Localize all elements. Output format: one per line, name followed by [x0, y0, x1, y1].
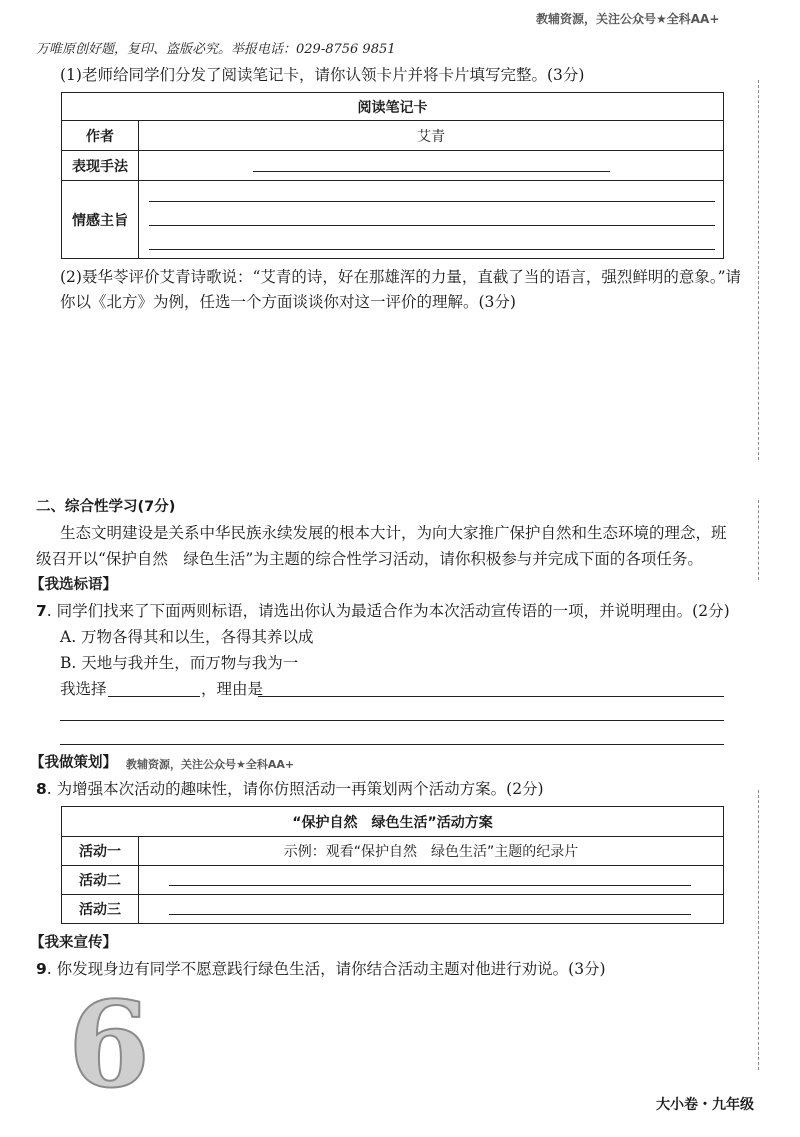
question-part2-line2: 你以《北方》为例，任选一个方面谈谈你对这一评价的理解。(3分)	[60, 293, 516, 311]
answer-space-q9[interactable]	[60, 986, 720, 1076]
question-9-text: . 你发现身边有同学不愿意践行绿色生活，请你结合活动主题对他进行劝说。(3分)	[46, 960, 606, 978]
tag-promote: 【我来宣传】	[30, 935, 117, 951]
plan-label-activity2: 活动二	[62, 866, 139, 895]
plan-table-title: “保护自然 绿色生活”活动方案	[62, 807, 724, 837]
section2-intro-line1: 生态文明建设是关系中华民族永续发展的根本大计，为向大家推广保护自然和生态环境的理念，班	[60, 524, 727, 542]
card-answer-technique[interactable]	[139, 151, 724, 181]
section2-heading: 二、综合性学习(7分)	[36, 499, 176, 515]
plan-answer-activity2[interactable]	[139, 866, 724, 895]
answer-space-part2[interactable]	[60, 320, 720, 480]
q7-reason-line2[interactable]	[60, 720, 724, 721]
page-number: 6	[68, 975, 151, 1114]
q7-reason-line3[interactable]	[60, 744, 724, 745]
margin-line	[758, 80, 759, 460]
card-title: 阅读笔记卡	[62, 93, 724, 121]
activity-plan-table	[61, 806, 724, 924]
footer-book-title: 大小卷・九年级	[656, 1097, 754, 1113]
card-label-theme: 情感主旨	[62, 181, 139, 259]
q7-choice-blank[interactable]	[108, 696, 200, 697]
plan-label-activity1: 活动一	[62, 837, 139, 866]
watermark-top-right: 教辅资源，关注公众号★全科AA+	[536, 12, 720, 26]
q7-reason-label: ，理由是	[201, 680, 264, 698]
question-7-text: . 同学们找来了下面两则标语，请选出你认为最适合作为本次活动宣传语的一项，并说明理由。(2分)	[46, 602, 730, 620]
plan-answer-activity3[interactable]	[139, 895, 724, 924]
tag-select-slogan: 【我选标语】	[30, 577, 117, 593]
q7-option-a[interactable]: A. 万物各得其和以生，各得其养以成	[60, 628, 314, 646]
watermark-inline: 教辅资源，关注公众号★全科AA+	[126, 758, 295, 771]
question-8-text: . 为增强本次活动的趣味性，请你仿照活动一再策划两个活动方案。(2分)	[46, 780, 544, 798]
section2-intro-line2: 级召开以“保护自然 绿色生活”为主题的综合性学习活动，请你积极参与并完成下面的各项任务。	[36, 550, 703, 568]
q7-reason-blank[interactable]	[258, 696, 724, 697]
card-label-technique: 表现手法	[62, 151, 139, 181]
margin-line	[758, 500, 759, 580]
card-value-author: 艾青	[139, 121, 724, 151]
plan-label-activity3: 活动三	[62, 895, 139, 924]
q7-choose-label: 我选择	[60, 680, 107, 698]
reading-note-card	[61, 92, 724, 259]
copyright-notice: 万唯原创好题，复印、盗版必究。举报电话：029-8756 9851	[36, 42, 396, 57]
question-7-number: 7	[36, 602, 47, 620]
tag-make-plan: 【我做策划】	[30, 755, 117, 771]
question-part2-line1: (2)聂华苓评价艾青诗歌说：“艾青的诗，好在那雄浑的力量，直截了当的语言，强烈鲜明的意象。”请	[60, 268, 742, 286]
plan-value-activity1: 示例：观看“保护自然 绿色生活”主题的纪录片	[139, 837, 724, 866]
card-label-author: 作者	[62, 121, 139, 151]
question-part1: (1)老师给同学们分发了阅读笔记卡，请你认领卡片并将卡片填写完整。(3分)	[60, 66, 585, 84]
q7-option-b[interactable]: B. 天地与我并生，而万物与我为一	[60, 654, 299, 672]
card-answer-theme[interactable]	[139, 181, 724, 259]
question-8-number: 8	[36, 780, 47, 798]
margin-line	[758, 790, 759, 1070]
question-9-number: 9	[36, 960, 47, 978]
question-8	[36, 778, 544, 800]
question-7	[36, 600, 730, 622]
